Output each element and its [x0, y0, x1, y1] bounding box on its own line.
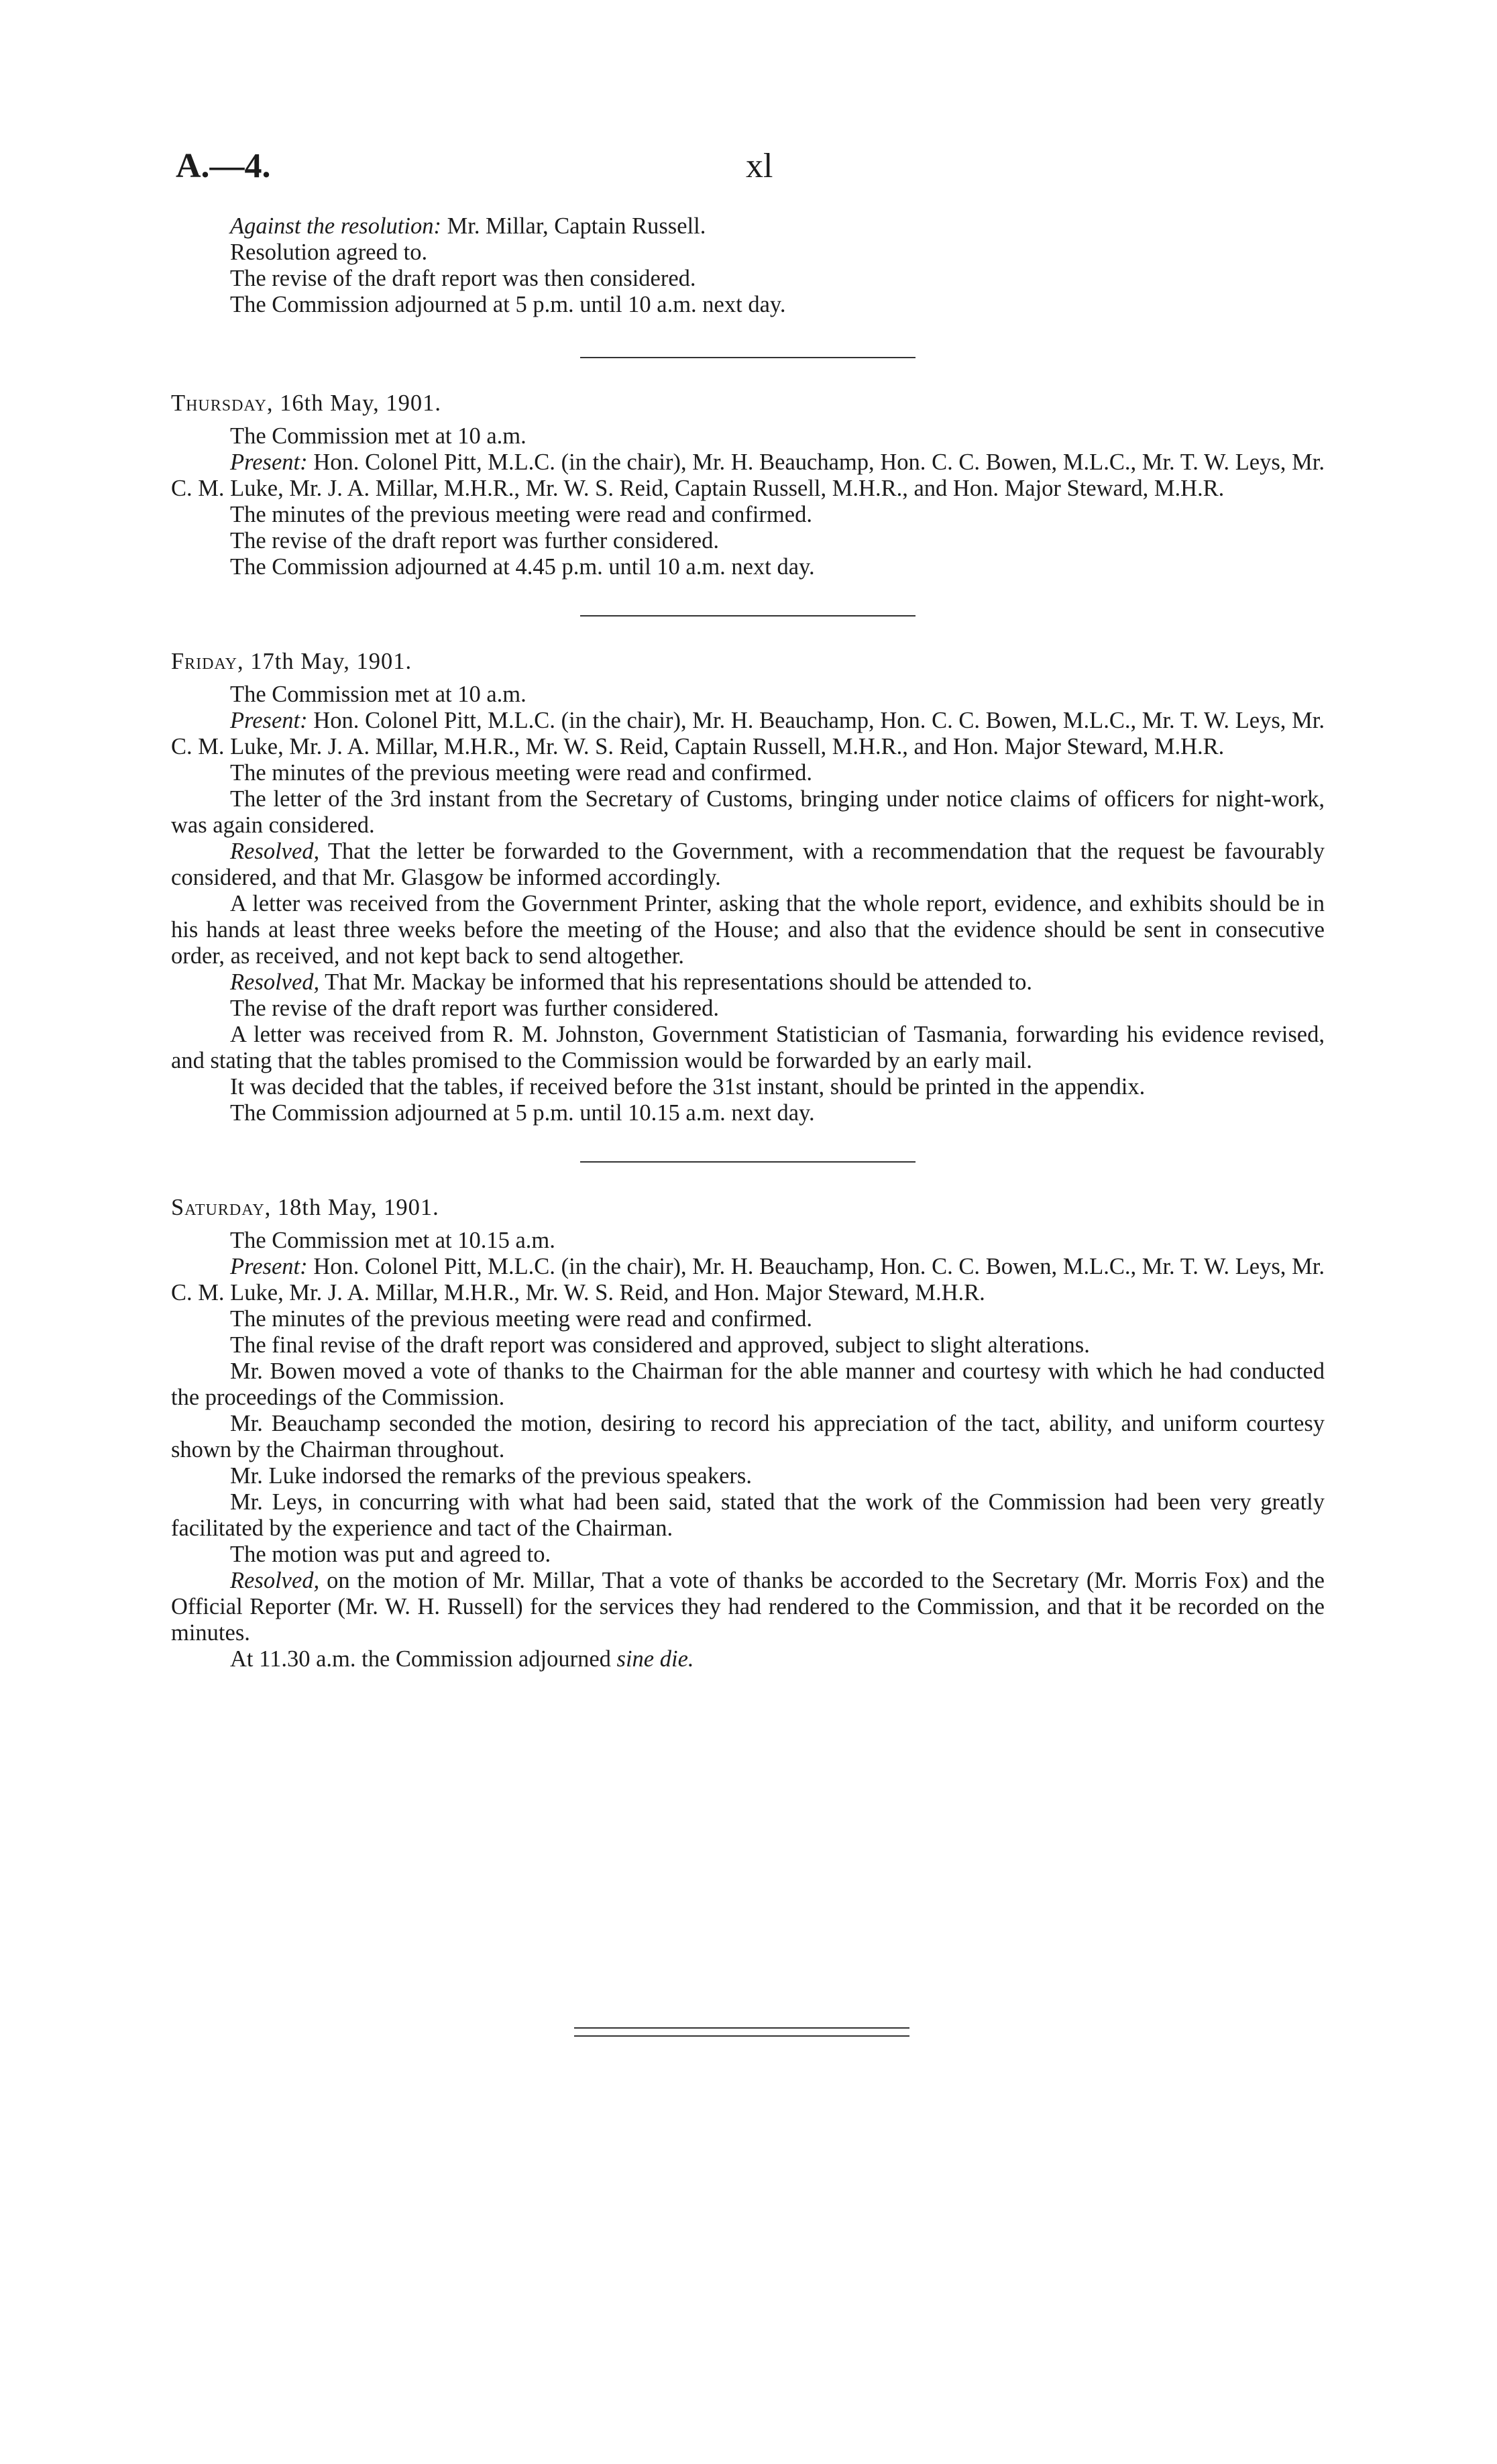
- minutes-paragraph: It was decided that the tables, if received before the 31st instant, should be printed in the appendix.: [230, 1074, 1146, 1100]
- section-divider: [580, 357, 916, 358]
- meeting-time: The Commission met at 10 a.m.: [230, 682, 526, 707]
- present-text: Hon. Colonel Pitt, M.L.C. (in the chair), Mr. H. Beauchamp, Hon. C. C. Bowen, M.L.C., Mr. T. W. Leys, Mr. C. M. Luke, Mr. J. A. Millar, M.H.R., Mr. W. S. Reid, Captain Russell, M.H.R., and Hon. Major Steward, M.H.R.: [171, 708, 1325, 759]
- friday-section: [171, 649, 1325, 1126]
- document-reference: A.—4.: [176, 147, 271, 185]
- resolved-label: Resolved,: [230, 839, 320, 864]
- minutes-line: The revise of the draft report was further considered.: [230, 528, 719, 553]
- resolution-paragraph: [171, 969, 1325, 996]
- closing-text: At 11.30 a.m. the Commission adjourned: [230, 1646, 617, 1672]
- minutes-paragraph: A letter was received from the Government Printer, asking that the whole report, evidence, and exhibits should be in his hands at least three weeks before the meeting of the House; and also that the evidence should be sent in consecutive order, as received, and not kept back to send altogether.: [171, 891, 1325, 969]
- section-divider: [580, 615, 916, 617]
- present-text: Hon. Colonel Pitt, M.L.C. (in the chair), Mr. H. Beauchamp, Hon. C. C. Bowen, M.L.C., Mr. T. W. Leys, Mr. C. M. Luke, Mr. J. A. Millar, M.H.R., Mr. W. S. Reid, and Hon. Major Steward, M.H.R.: [171, 1254, 1325, 1305]
- date-heading: [171, 649, 1325, 675]
- resolved-text: on the motion of Mr. Millar, That a vote of thanks be accorded to the Secretary (Mr. Morris Fox) and the Official Reporter (Mr. W. H. Russell) for the services they had rendered to the Commission, and that it be recorded on the minutes.: [171, 1568, 1325, 1646]
- minutes-line: The minutes of the previous meeting were read and confirmed.: [230, 1306, 812, 1332]
- closing-line: [171, 1646, 1325, 1672]
- minutes-body: [171, 213, 1325, 1672]
- end-rule-bottom: [574, 2035, 909, 2037]
- present-paragraph: [171, 1254, 1325, 1306]
- resolved-text: That the letter be forwarded to the Government, with a recommendation that the request be favourably considered, and that Mr. Glasgow be informed accordingly.: [171, 839, 1325, 890]
- against-names: Mr. Millar, Captain Russell.: [441, 213, 706, 239]
- intro-line: The Commission adjourned at 5 p.m. until 10 a.m. next day.: [230, 292, 786, 317]
- resolved-label: Resolved,: [230, 1568, 320, 1593]
- thursday-section: [171, 390, 1325, 580]
- minutes-line: The minutes of the previous meeting were read and confirmed.: [230, 502, 812, 527]
- present-label: Present:: [230, 1254, 308, 1279]
- resolved-text: That Mr. Mackay be informed that his representations should be attended to.: [319, 969, 1033, 995]
- minutes-paragraph: The letter of the 3rd instant from the Secretary of Customs, bringing under notice claims of officers for night-work, was again considered.: [171, 786, 1325, 838]
- present-paragraph: [171, 708, 1325, 760]
- minutes-line: The final revise of the draft report was considered and approved, subject to slight alterations.: [230, 1332, 1090, 1358]
- resolved-label: Resolved,: [230, 969, 320, 995]
- minutes-line: The revise of the draft report was further considered.: [230, 996, 719, 1021]
- page-number: xl: [746, 147, 773, 185]
- date-heading: [171, 390, 1325, 417]
- intro-section: [171, 213, 1325, 318]
- minutes-line: The minutes of the previous meeting were read and confirmed.: [230, 760, 812, 786]
- date-text: , 17th May, 1901.: [237, 649, 412, 674]
- date-day: Saturday: [171, 1195, 265, 1220]
- present-text: Hon. Colonel Pitt, M.L.C. (in the chair), Mr. H. Beauchamp, Hon. C. C. Bowen, M.L.C., Mr. T. W. Leys, Mr. C. M. Luke, Mr. J. A. Millar, M.H.R., Mr. W. S. Reid, Captain Russell, M.H.R., and Hon. Major Steward, M.H.R.: [171, 449, 1325, 501]
- present-label: Present:: [230, 708, 308, 733]
- date-day: Thursday: [171, 390, 267, 416]
- minutes-line: Mr. Luke indorsed the remarks of the previous speakers.: [230, 1463, 752, 1489]
- present-paragraph: [171, 449, 1325, 502]
- closing-italic: sine die.: [616, 1646, 694, 1672]
- end-rule-top: [574, 2027, 909, 2029]
- saturday-section: [171, 1195, 1325, 1672]
- minutes-line: The motion was put and agreed to.: [230, 1542, 551, 1567]
- present-label: Present:: [230, 449, 308, 475]
- meeting-time: The Commission met at 10.15 a.m.: [230, 1228, 555, 1253]
- date-heading: [171, 1195, 1325, 1221]
- against-resolution-line: [171, 213, 1325, 239]
- date-day: Friday: [171, 649, 237, 674]
- minutes-paragraph: Mr. Leys, in concurring with what had been said, stated that the work of the Commission had been very greatly facilitated by the experience and tact of the Chairman.: [171, 1489, 1325, 1541]
- date-text: , 16th May, 1901.: [266, 390, 441, 416]
- minutes-line: The Commission adjourned at 4.45 p.m. until 10 a.m. next day.: [230, 554, 815, 580]
- resolution-paragraph: [171, 1568, 1325, 1646]
- section-divider: [580, 1161, 916, 1163]
- minutes-paragraph: Mr. Beauchamp seconded the motion, desiring to record his appreciation of the tact, ability, and uniform courtesy shown by the Chairman throughout.: [171, 1411, 1325, 1462]
- minutes-paragraph: Mr. Bowen moved a vote of thanks to the Chairman for the able manner and courtesy with which he had conducted the proceedings of the Commission.: [171, 1358, 1325, 1410]
- minutes-paragraph: A letter was received from R. M. Johnston, Government Statistician of Tasmania, forwarding his evidence revised, and stating that the tables promised to the Commission would be forwarded by an early mail.: [171, 1022, 1325, 1073]
- date-text: , 18th May, 1901.: [264, 1195, 439, 1220]
- minutes-line: The Commission adjourned at 5 p.m. until 10.15 a.m. next day.: [230, 1100, 815, 1126]
- against-label: Against the resolution:: [230, 213, 441, 239]
- intro-line: The revise of the draft report was then considered.: [230, 266, 696, 291]
- resolution-paragraph: [171, 839, 1325, 891]
- intro-line: Resolution agreed to.: [230, 239, 428, 265]
- meeting-time: The Commission met at 10 a.m.: [230, 423, 526, 449]
